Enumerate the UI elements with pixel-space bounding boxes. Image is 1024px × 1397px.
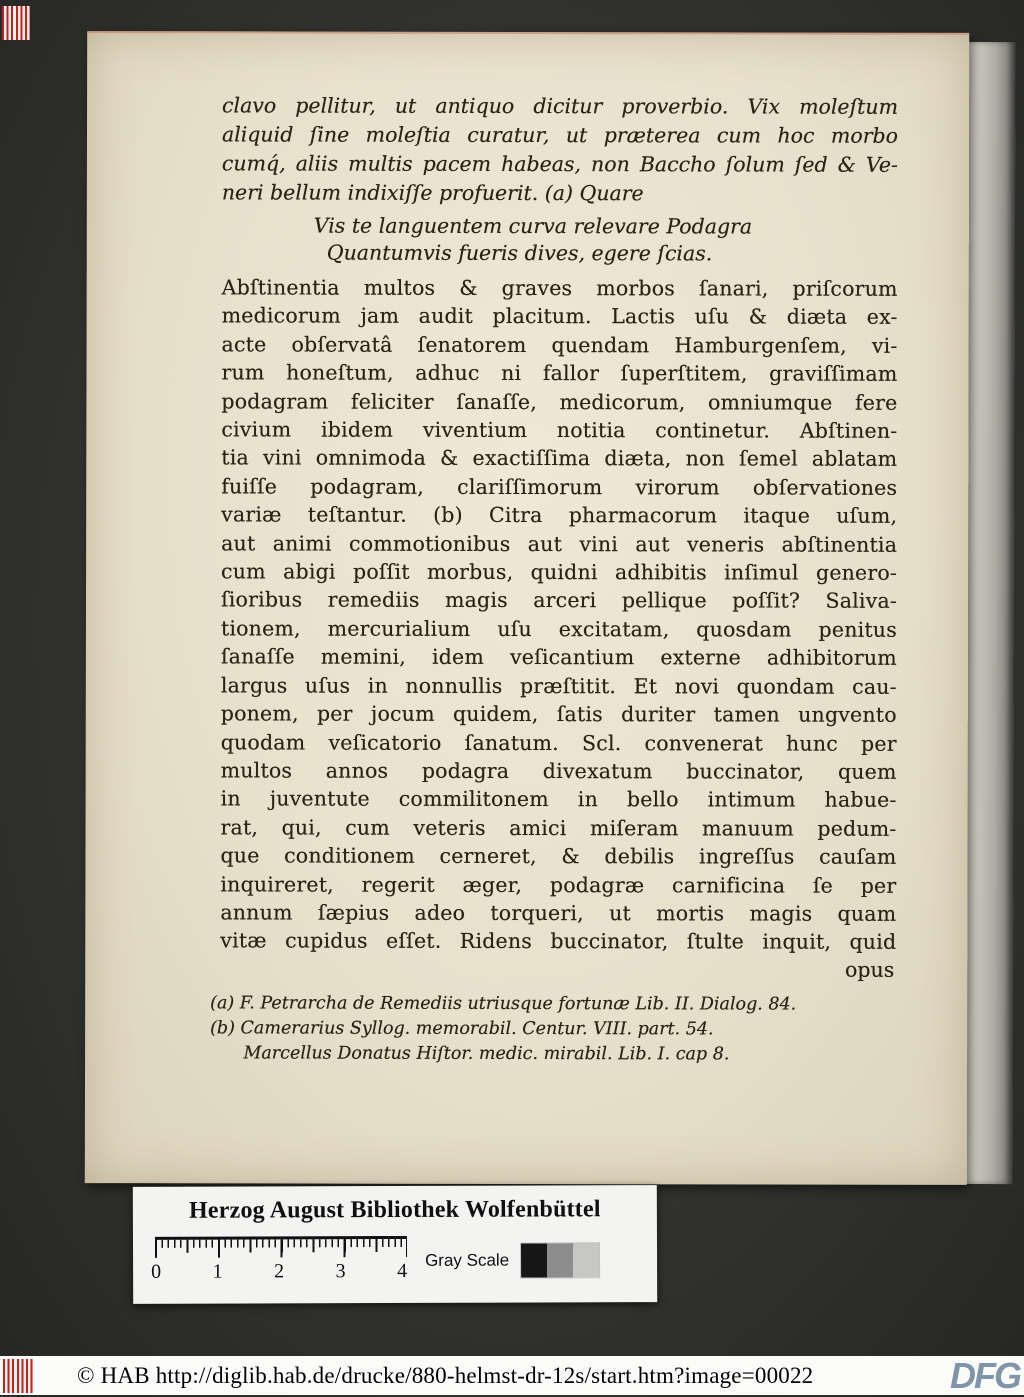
text-line: inquireret, regerit æger, podagræ carnificina ſe per: [220, 871, 897, 898]
main-paragraph: [220, 273, 897, 956]
ruler-number: 3: [335, 1260, 346, 1283]
ruler-number: 2: [274, 1260, 285, 1283]
text-line: cumq́, aliis multis pacem habeas, non Baccho ſolum ſed & Ve-: [221, 151, 898, 177]
footnote-line: (b) Camerarius Syllog. memorabil. Centur. VIII. part. 54.: [210, 1018, 714, 1040]
verse-line: Vis te languentem curva relevare Podagra: [313, 213, 753, 239]
text-line: multos annos podagra divexatum buccinator, quem: [220, 758, 897, 784]
text-line: ſanaſſe memini, idem veſicantium externe adhibitorum: [220, 644, 897, 671]
text-line: fuiſſe podagram, clariſſimorum virorum obſervationes: [221, 474, 898, 500]
text-line: Abſtinentia multos & graves morbos ſanari, priſcorum: [221, 275, 898, 301]
text-line: aliquid ſine moleſtia curatur, ut præterea cum hoc morbo: [221, 122, 899, 148]
verse-couplet: [222, 212, 898, 267]
grayscale-label: Gray Scale: [425, 1250, 510, 1270]
grayscale-swatch: [573, 1243, 599, 1277]
text-line: tia vini omnimoda & exactiſſima diæta, non ſemel ablatam: [221, 445, 898, 472]
ruler-ticks: [155, 1236, 407, 1258]
grayscale-swatch: [521, 1243, 547, 1277]
text-line: variæ teſtantur. (b) Citra pharmacorum itaque uſum,: [221, 502, 898, 529]
text-line: clavo pellitur, ut antiquo dicitur proverbio. Vix moleſtum: [222, 93, 899, 119]
grayscale-reference: [425, 1243, 599, 1278]
grayscale-swatches: [521, 1243, 599, 1277]
ruler-number: 1: [212, 1260, 223, 1283]
text-line: medicorum jam audit placitum. Lactis uſu & diæta ex-: [221, 303, 898, 330]
color-registration-barcode-top: [2, 6, 30, 40]
source-url-text: © HAB http://diglib.hab.de/drucke/880-helmst-dr-12s/start.htm?image=00022: [77, 1362, 814, 1388]
text-line: ponem, per jocum quidem, ſatis duriter tamen ungvento: [220, 701, 897, 727]
page-text-block: [210, 91, 899, 1067]
ruler: [151, 1236, 408, 1284]
book-page: [85, 31, 969, 1185]
catchword: opus: [845, 957, 895, 982]
ruler-numbers: [151, 1260, 407, 1284]
text-line: aut animi commotionibus aut vini aut veneris abſtinentia: [221, 531, 898, 557]
opening-paragraph-last-line: neri bellum indixiſſe profuerit. (a) Quare: [221, 180, 644, 206]
text-line: que conditionem cerneret, & debilis ingreſſus cauſam: [220, 843, 897, 869]
library-name: Herzog August Bibliothek Wolfenbüttel: [188, 1196, 601, 1224]
text-line: acte obſervatâ ſenatorem quendam Hamburgenſem, vi-: [221, 332, 898, 358]
text-line: largus uſus in nonnullis præſtitit. Et novi quondam cau-: [220, 673, 897, 699]
ruler-number: 0: [151, 1260, 162, 1283]
footnotes: [210, 991, 896, 1067]
library-label: [133, 1185, 657, 1304]
footer-bar: [0, 1356, 1024, 1395]
footnote-line: Marcellus Donatus Hiſtor. medic. mirabil. Lib. I. cap 8.: [210, 1043, 730, 1065]
dfg-logo: DFG: [950, 1354, 1020, 1396]
text-line: podagram feliciter ſanaſſe, medicorum, omniumque fere: [221, 388, 898, 415]
text-line: cum abigi poſſit morbus, quidni adhibitis inſimul genero-: [221, 559, 898, 585]
text-line: tionem, mercurialium uſu excitatam, quosdam penitus: [220, 616, 897, 642]
text-line: rum honeſtum, adhuc ni fallor ſuperſtitem, graviſſimam: [221, 360, 898, 386]
text-line: quodam veſicatorio ſanatum. Scl. convenerat hunc per: [220, 729, 897, 756]
text-line: annum ſæpius adeo torqueri, ut mortis magis quam: [220, 900, 897, 926]
opening-paragraph: [222, 91, 898, 179]
text-line: civium ibidem viventium notitia continetur. Abſtinen-: [221, 417, 898, 443]
text-line: in juventute commilitonem in bello intimum habue-: [220, 786, 897, 813]
label-measure-row: [151, 1235, 657, 1284]
text-line: ſioribus remediis magis arceri pellique poſſit? Saliva-: [220, 587, 898, 614]
text-line: rat, qui, cum veteris amici miſeram manuum pedum-: [220, 815, 897, 841]
footnote-line: (a) F. Petrarcha de Remediis utriusque fortunæ Lib. II. Dialog. 84.: [210, 993, 797, 1015]
text-line: vitæ cupidus eſſet. Ridens buccinator, ſtulte inquit, quid: [220, 928, 897, 955]
verse-line: Quantumvis fueris dives, egere ſcias.: [313, 240, 713, 266]
color-registration-barcode-bottom: [3, 1359, 33, 1393]
ruler-number: 4: [397, 1259, 408, 1282]
grayscale-swatch: [547, 1243, 573, 1277]
